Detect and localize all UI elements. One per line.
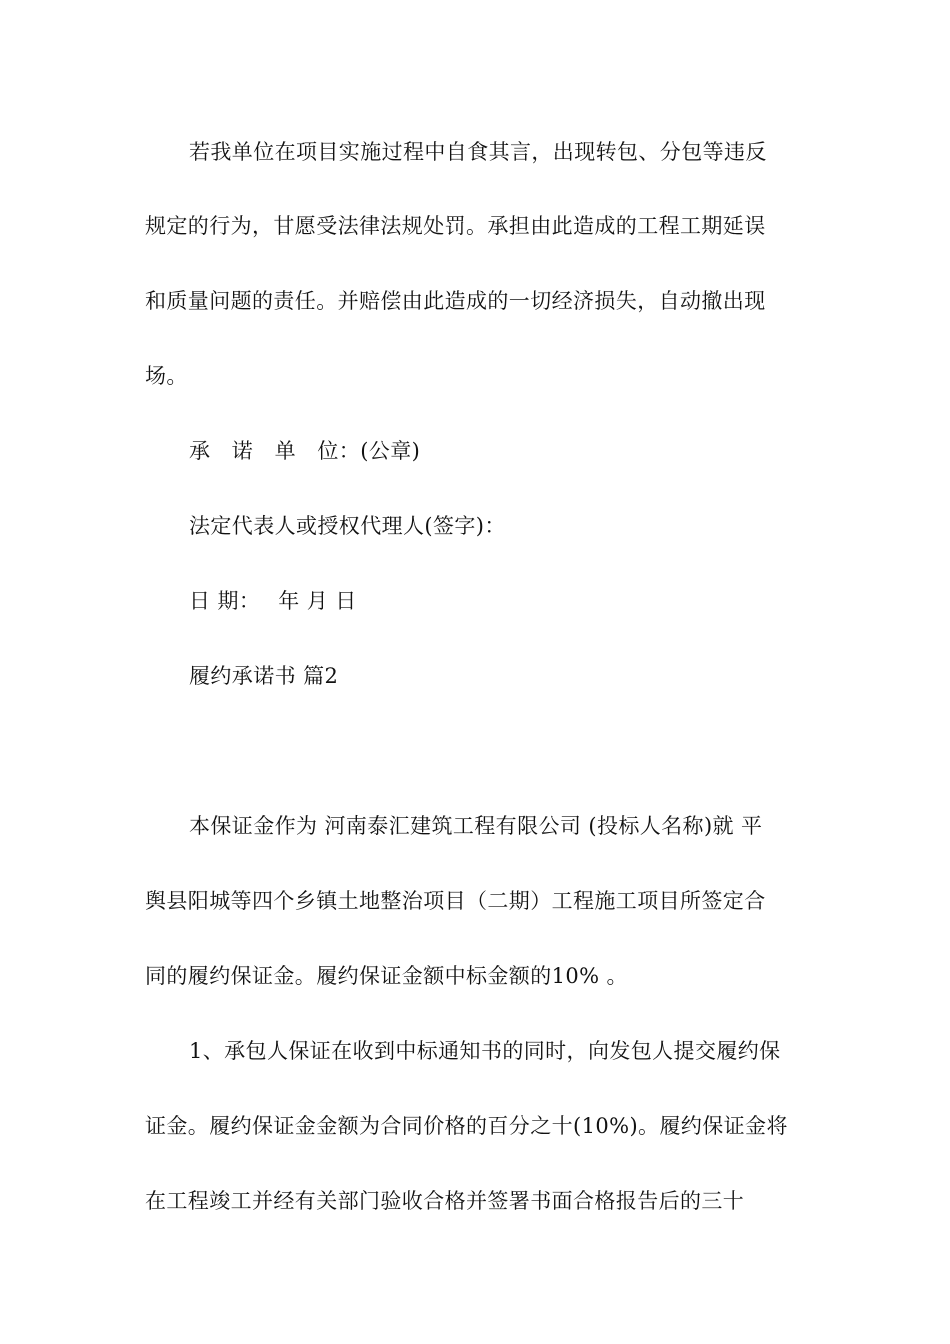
clause-1-line-2: 证金。履约保证金金额为合同价格的百分之十(10%)。履约保证金将 [145,1114,788,1138]
legal-representative-line: 法定代表人或授权代理人(签字)： [189,514,506,538]
paragraph-2-line-3: 同的履约保证金。履约保证金额中标金额的10% 。 [145,964,628,988]
paragraph-1-line-1: 若我单位在项目实施过程中自食其言，出现转包、分包等违反 [189,140,767,164]
paragraph-1-line-3: 和质量问题的责任。并赔偿由此造成的一切经济损失，自动撤出现 [145,289,766,313]
section-heading: 履约承诺书 篇2 [189,664,339,688]
promisor-unit-line: 承 诺 单 位：(公章) [189,439,421,463]
paragraph-2-line-1: 本保证金作为 河南泰汇建筑工程有限公司 (投标人名称)就 平 [189,814,763,838]
clause-1-line-1: 1、承包人保证在收到中标通知书的同时，向发包人提交履约保 [189,1039,781,1063]
paragraph-1-line-2: 规定的行为，甘愿受法律法规处罚。承担由此造成的工程工期延误 [145,214,766,238]
clause-1-line-3: 在工程竣工并经有关部门验收合格并签署书面合格报告后的三十 [145,1189,745,1213]
date-line: 日 期： 年 月 日 [189,589,357,613]
paragraph-2-line-2: 舆县阳城等四个乡镇土地整治项目（二期）工程施工项目所签定合 [145,889,766,913]
paragraph-1-line-4: 场。 [145,364,188,388]
